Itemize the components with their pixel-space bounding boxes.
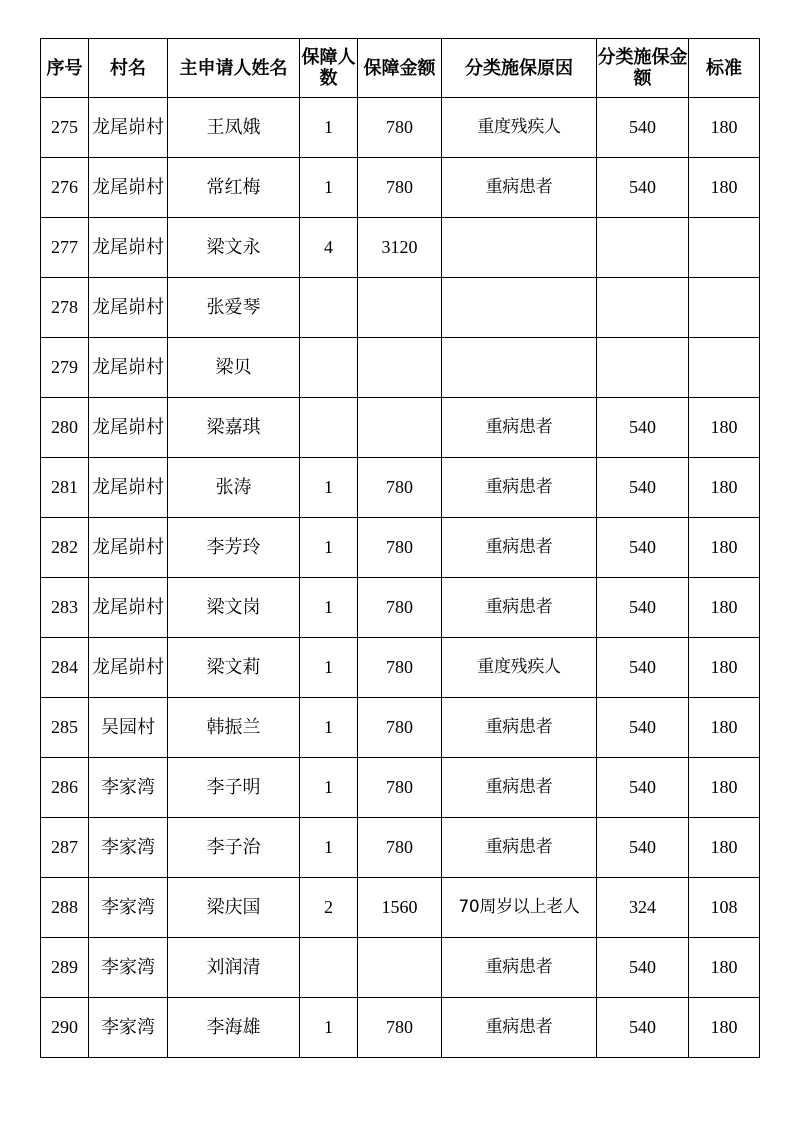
cell-category-amount: 540 <box>597 398 689 458</box>
cell-village: 龙尾峁村 <box>89 458 168 518</box>
cell-category-amount: 324 <box>597 878 689 938</box>
cell-category-reason: 重病患者 <box>442 578 597 638</box>
cell-coverage-amount: 780 <box>358 458 442 518</box>
cell-coverage-amount: 780 <box>358 98 442 158</box>
cell-category-amount: 540 <box>597 938 689 998</box>
cell-index: 275 <box>41 98 89 158</box>
table-row <box>41 878 760 938</box>
header-category-amount: 分类施保金额 <box>597 39 689 98</box>
table-row <box>41 218 760 278</box>
cell-applicant-name: 刘润清 <box>168 938 300 998</box>
table-row <box>41 938 760 998</box>
cell-village: 李家湾 <box>89 998 168 1058</box>
header-coverage-amount: 保障金额 <box>358 39 442 98</box>
cell-village: 李家湾 <box>89 938 168 998</box>
header-village: 村名 <box>89 39 168 98</box>
cell-category-reason: 重病患者 <box>442 518 597 578</box>
cell-standard: 180 <box>689 818 760 878</box>
cell-covered-persons: 1 <box>300 98 358 158</box>
table-row <box>41 818 760 878</box>
cell-covered-persons: 1 <box>300 458 358 518</box>
cell-coverage-amount <box>358 938 442 998</box>
header-standard: 标准 <box>689 39 760 98</box>
table-row <box>41 578 760 638</box>
cell-category-amount: 540 <box>597 818 689 878</box>
assistance-roster-table <box>40 38 760 1058</box>
cell-standard <box>689 278 760 338</box>
cell-applicant-name: 张涛 <box>168 458 300 518</box>
cell-applicant-name: 王凤娥 <box>168 98 300 158</box>
cell-applicant-name: 梁庆国 <box>168 878 300 938</box>
cell-category-reason: 重病患者 <box>442 158 597 218</box>
cell-category-amount: 540 <box>597 98 689 158</box>
table-row <box>41 278 760 338</box>
cell-coverage-amount: 3120 <box>358 218 442 278</box>
cell-coverage-amount <box>358 338 442 398</box>
cell-standard: 180 <box>689 698 760 758</box>
table-row <box>41 398 760 458</box>
cell-coverage-amount: 780 <box>358 698 442 758</box>
roster-body <box>41 98 760 1058</box>
cell-index: 280 <box>41 398 89 458</box>
cell-applicant-name: 梁贝 <box>168 338 300 398</box>
cell-standard: 108 <box>689 878 760 938</box>
cell-covered-persons: 1 <box>300 158 358 218</box>
cell-standard: 180 <box>689 458 760 518</box>
cell-coverage-amount: 780 <box>358 638 442 698</box>
cell-index: 289 <box>41 938 89 998</box>
cell-category-reason: 重病患者 <box>442 758 597 818</box>
header-covered-persons: 保障人数 <box>300 39 358 98</box>
table-row <box>41 758 760 818</box>
cell-covered-persons: 1 <box>300 758 358 818</box>
cell-applicant-name: 梁文莉 <box>168 638 300 698</box>
cell-village: 吴园村 <box>89 698 168 758</box>
cell-applicant-name: 梁文永 <box>168 218 300 278</box>
cell-category-reason <box>442 338 597 398</box>
cell-village: 李家湾 <box>89 818 168 878</box>
cell-village: 龙尾峁村 <box>89 398 168 458</box>
cell-covered-persons: 4 <box>300 218 358 278</box>
cell-applicant-name: 常红梅 <box>168 158 300 218</box>
header-row <box>41 39 760 98</box>
cell-standard: 180 <box>689 758 760 818</box>
cell-covered-persons: 1 <box>300 998 358 1058</box>
cell-village: 龙尾峁村 <box>89 218 168 278</box>
cell-category-reason: 重病患者 <box>442 698 597 758</box>
cell-index: 285 <box>41 698 89 758</box>
cell-covered-persons <box>300 338 358 398</box>
header-applicant-name: 主申请人姓名 <box>168 39 300 98</box>
table-row <box>41 698 760 758</box>
cell-coverage-amount <box>358 398 442 458</box>
cell-standard: 180 <box>689 518 760 578</box>
cell-category-amount: 540 <box>597 758 689 818</box>
cell-village: 龙尾峁村 <box>89 158 168 218</box>
cell-index: 279 <box>41 338 89 398</box>
cell-standard <box>689 218 760 278</box>
cell-village: 李家湾 <box>89 758 168 818</box>
cell-coverage-amount: 780 <box>358 758 442 818</box>
cell-covered-persons <box>300 938 358 998</box>
cell-category-amount: 540 <box>597 158 689 218</box>
cell-covered-persons: 1 <box>300 698 358 758</box>
cell-index: 288 <box>41 878 89 938</box>
cell-covered-persons: 2 <box>300 878 358 938</box>
cell-standard: 180 <box>689 998 760 1058</box>
cell-standard: 180 <box>689 938 760 998</box>
cell-applicant-name: 梁文岗 <box>168 578 300 638</box>
cell-category-amount: 540 <box>597 458 689 518</box>
table-row <box>41 338 760 398</box>
cell-village: 李家湾 <box>89 878 168 938</box>
table-row <box>41 998 760 1058</box>
cell-category-reason: 重度残疾人 <box>442 98 597 158</box>
cell-index: 282 <box>41 518 89 578</box>
cell-village: 龙尾峁村 <box>89 278 168 338</box>
cell-index: 287 <box>41 818 89 878</box>
cell-village: 龙尾峁村 <box>89 338 168 398</box>
cell-category-amount: 540 <box>597 698 689 758</box>
cell-category-amount: 540 <box>597 638 689 698</box>
header-category-reason: 分类施保原因 <box>442 39 597 98</box>
cell-coverage-amount: 780 <box>358 518 442 578</box>
cell-category-reason <box>442 278 597 338</box>
cell-coverage-amount: 1560 <box>358 878 442 938</box>
cell-index: 290 <box>41 998 89 1058</box>
cell-village: 龙尾峁村 <box>89 638 168 698</box>
cell-coverage-amount: 780 <box>358 578 442 638</box>
cell-applicant-name: 李芳玲 <box>168 518 300 578</box>
cell-coverage-amount: 780 <box>358 818 442 878</box>
cell-applicant-name: 梁嘉琪 <box>168 398 300 458</box>
cell-category-reason: 重病患者 <box>442 818 597 878</box>
cell-applicant-name: 韩振兰 <box>168 698 300 758</box>
table-row <box>41 518 760 578</box>
cell-standard: 180 <box>689 638 760 698</box>
cell-standard: 180 <box>689 578 760 638</box>
cell-covered-persons <box>300 278 358 338</box>
cell-applicant-name: 李子明 <box>168 758 300 818</box>
cell-index: 276 <box>41 158 89 218</box>
cell-category-amount: 540 <box>597 998 689 1058</box>
cell-applicant-name: 李海雄 <box>168 998 300 1058</box>
cell-covered-persons <box>300 398 358 458</box>
cell-standard: 180 <box>689 98 760 158</box>
cell-covered-persons: 1 <box>300 818 358 878</box>
cell-category-amount <box>597 218 689 278</box>
cell-category-amount: 540 <box>597 578 689 638</box>
header-index: 序号 <box>41 39 89 98</box>
cell-index: 277 <box>41 218 89 278</box>
cell-category-amount <box>597 338 689 398</box>
cell-standard: 180 <box>689 398 760 458</box>
cell-category-reason <box>442 218 597 278</box>
cell-index: 281 <box>41 458 89 518</box>
cell-category-amount <box>597 278 689 338</box>
cell-applicant-name: 张爱琴 <box>168 278 300 338</box>
table-row <box>41 458 760 518</box>
cell-village: 龙尾峁村 <box>89 518 168 578</box>
cell-standard <box>689 338 760 398</box>
cell-category-reason: 重病患者 <box>442 998 597 1058</box>
cell-index: 278 <box>41 278 89 338</box>
cell-village: 龙尾峁村 <box>89 98 168 158</box>
cell-covered-persons: 1 <box>300 518 358 578</box>
cell-category-reason: 重度残疾人 <box>442 638 597 698</box>
cell-category-reason: 重病患者 <box>442 458 597 518</box>
cell-index: 284 <box>41 638 89 698</box>
cell-index: 283 <box>41 578 89 638</box>
cell-index: 286 <box>41 758 89 818</box>
table-row <box>41 638 760 698</box>
cell-coverage-amount: 780 <box>358 158 442 218</box>
cell-standard: 180 <box>689 158 760 218</box>
cell-coverage-amount: 780 <box>358 998 442 1058</box>
cell-category-amount: 540 <box>597 518 689 578</box>
cell-category-reason: 70周岁以上老人 <box>442 878 597 938</box>
table-row <box>41 158 760 218</box>
cell-category-reason: 重病患者 <box>442 398 597 458</box>
cell-category-reason: 重病患者 <box>442 938 597 998</box>
cell-covered-persons: 1 <box>300 578 358 638</box>
table-row <box>41 98 760 158</box>
cell-village: 龙尾峁村 <box>89 578 168 638</box>
cell-applicant-name: 李子治 <box>168 818 300 878</box>
cell-coverage-amount <box>358 278 442 338</box>
cell-covered-persons: 1 <box>300 638 358 698</box>
